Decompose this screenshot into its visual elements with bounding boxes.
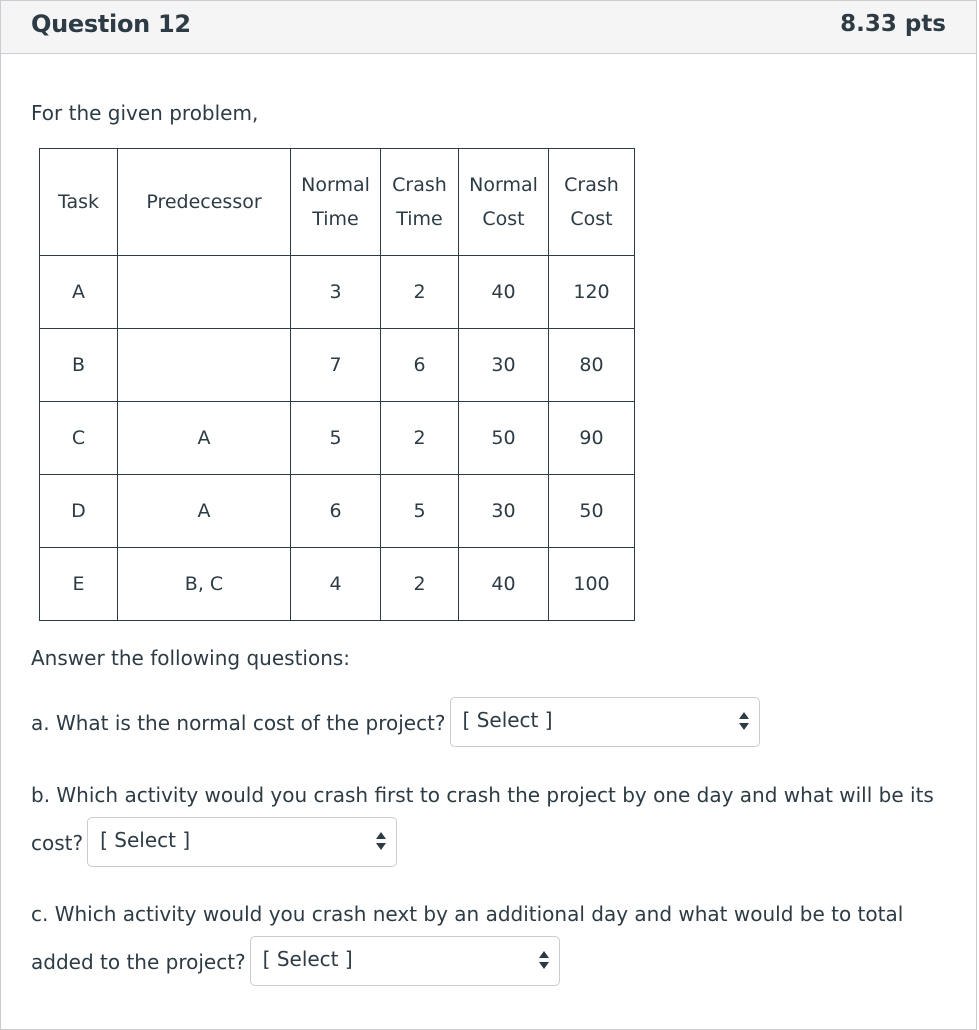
header-normal-time: Normal Time bbox=[291, 149, 381, 256]
up-down-arrows-icon bbox=[539, 951, 549, 969]
cell-task: A bbox=[40, 256, 118, 329]
cell-predecessor: A bbox=[118, 475, 291, 548]
table-header-row bbox=[40, 149, 635, 256]
cell-normal-time: 6 bbox=[291, 475, 381, 548]
question-a-text: a. What is the normal cost of the project? bbox=[31, 711, 446, 735]
cell-predecessor: B, C bbox=[118, 548, 291, 621]
cell-crash-cost: 90 bbox=[549, 402, 635, 475]
answer-b-select-value: [ Select ] bbox=[100, 827, 191, 852]
question-c bbox=[31, 890, 951, 986]
answer-a-select[interactable] bbox=[450, 697, 760, 747]
answer-a-select-value: [ Select ] bbox=[462, 707, 553, 732]
header-task: Task bbox=[40, 149, 118, 256]
table-row bbox=[40, 548, 635, 621]
table-row bbox=[40, 402, 635, 475]
answer-b-select[interactable] bbox=[87, 817, 397, 867]
cell-normal-cost: 30 bbox=[459, 475, 549, 548]
cell-crash-cost: 50 bbox=[549, 475, 635, 548]
cell-crash-cost: 100 bbox=[549, 548, 635, 621]
question-b-text: b. Which activity would you crash first to crash the project by one day and what will be its cost? bbox=[31, 783, 934, 855]
cell-normal-time: 4 bbox=[291, 548, 381, 621]
header-predecessor: Predecessor bbox=[118, 149, 291, 256]
cell-crash-time: 6 bbox=[381, 329, 459, 402]
header-crash-time: Crash Time bbox=[381, 149, 459, 256]
cell-task: B bbox=[40, 329, 118, 402]
problem-intro: For the given problem, bbox=[31, 101, 259, 125]
cell-task: E bbox=[40, 548, 118, 621]
cell-normal-time: 7 bbox=[291, 329, 381, 402]
cell-crash-time: 5 bbox=[381, 475, 459, 548]
answer-c-select[interactable] bbox=[250, 936, 560, 986]
cell-normal-cost: 50 bbox=[459, 402, 549, 475]
header-crash-cost: Crash Cost bbox=[549, 149, 635, 256]
answer-intro: Answer the following questions: bbox=[31, 646, 351, 670]
cell-predecessor: A bbox=[118, 402, 291, 475]
up-down-arrows-icon bbox=[376, 832, 386, 850]
cell-crash-cost: 80 bbox=[549, 329, 635, 402]
table-row bbox=[40, 329, 635, 402]
task-table bbox=[39, 148, 635, 621]
up-down-arrows-icon bbox=[739, 712, 749, 730]
cell-predecessor bbox=[118, 329, 291, 402]
cell-task: D bbox=[40, 475, 118, 548]
cell-normal-time: 5 bbox=[291, 402, 381, 475]
header-normal-cost: Normal Cost bbox=[459, 149, 549, 256]
cell-crash-time: 2 bbox=[381, 256, 459, 329]
table-row bbox=[40, 475, 635, 548]
cell-normal-cost: 40 bbox=[459, 256, 549, 329]
question-title: Question 12 bbox=[31, 10, 191, 38]
cell-task: C bbox=[40, 402, 118, 475]
question-header bbox=[1, 1, 976, 54]
cell-crash-cost: 120 bbox=[549, 256, 635, 329]
answer-c-select-value: [ Select ] bbox=[262, 946, 353, 971]
table-row bbox=[40, 256, 635, 329]
cell-normal-cost: 40 bbox=[459, 548, 549, 621]
question-a bbox=[31, 699, 951, 747]
cell-crash-time: 2 bbox=[381, 548, 459, 621]
question-c-text: c. Which activity would you crash next by an additional day and what would be to total added to the project? bbox=[31, 902, 904, 974]
question-points: 8.33 pts bbox=[840, 11, 946, 37]
cell-predecessor bbox=[118, 256, 291, 329]
cell-normal-cost: 30 bbox=[459, 329, 549, 402]
question-b bbox=[31, 771, 951, 867]
cell-normal-time: 3 bbox=[291, 256, 381, 329]
cell-crash-time: 2 bbox=[381, 402, 459, 475]
